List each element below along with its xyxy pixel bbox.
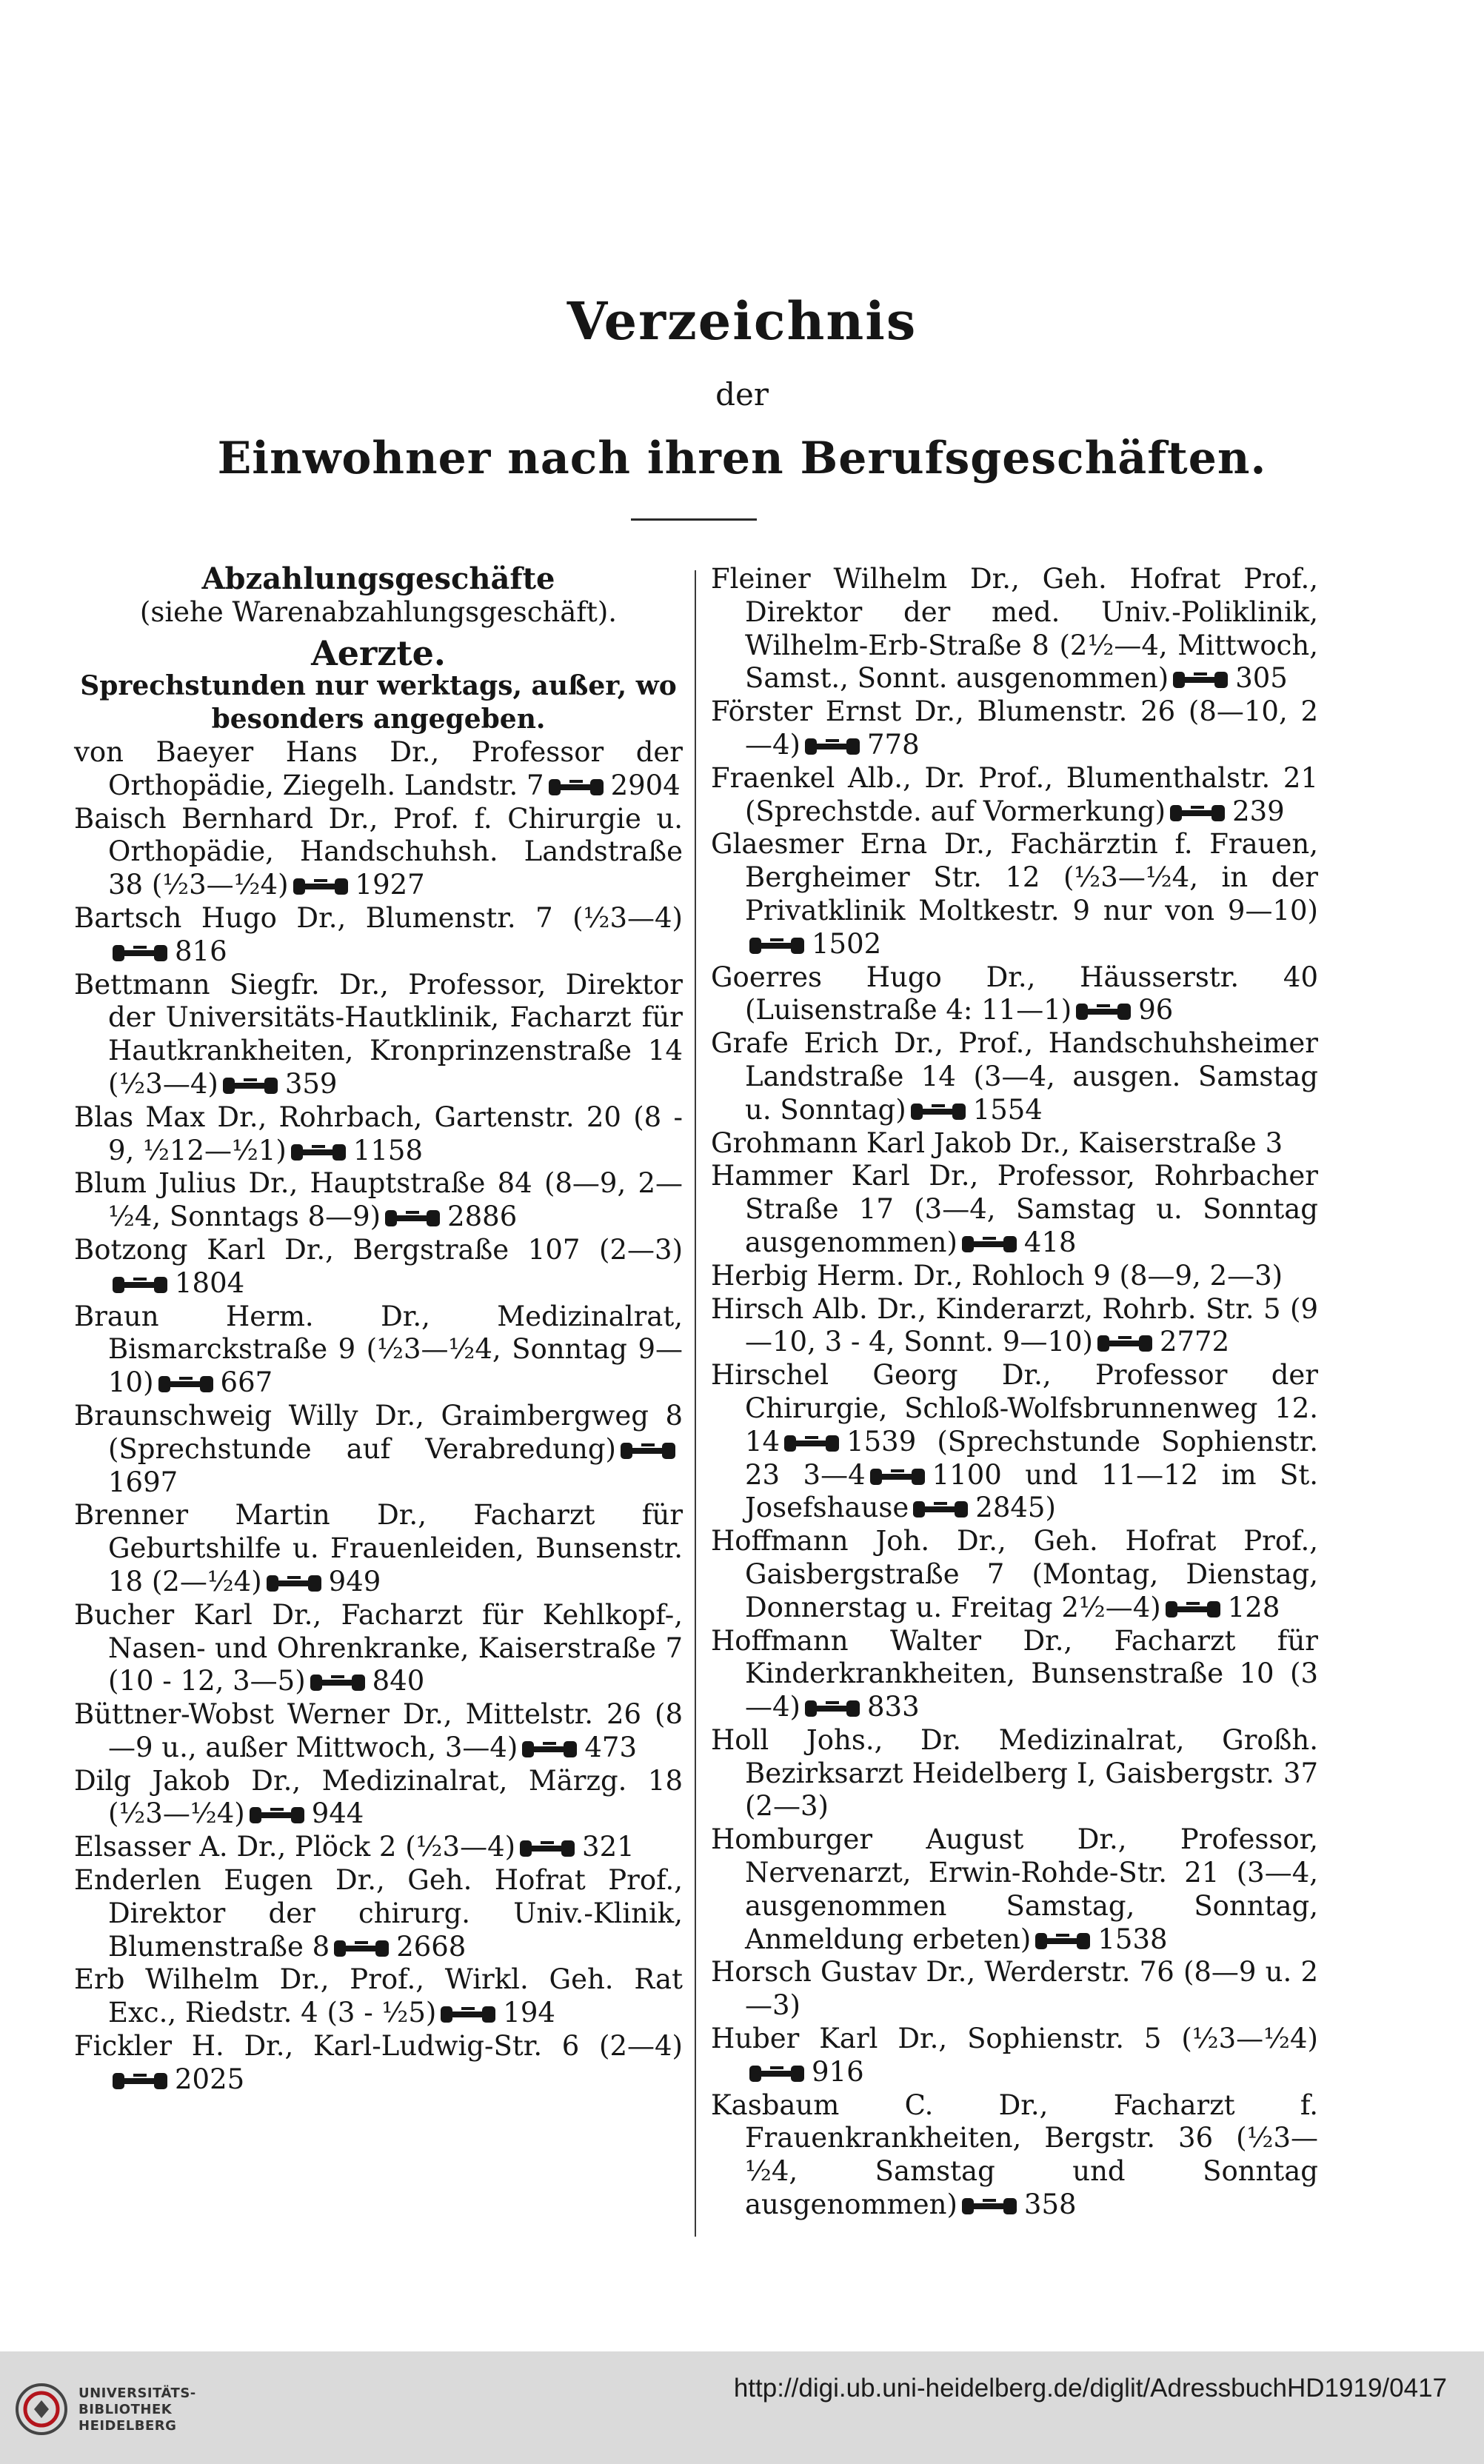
directory-entry xyxy=(74,1234,683,1301)
phone-number: 1100 xyxy=(932,1458,1002,1491)
directory-entry xyxy=(711,1127,1318,1161)
entry-text: Hirsch Alb. Dr., Kinderarzt, Rohrb. Str. 5 (9—10, 3 - 4, Sonnt. 9—10) xyxy=(711,1292,1318,1358)
entry-text: Enderlen Eugen Dr., Geh. Hofrat Prof., Direktor der chirurg. Univ.-Klinik, Blumenstraße 8 xyxy=(74,1864,683,1963)
directory-entry xyxy=(74,969,683,1101)
entry-text: Brenner Martin Dr., Facharzt für Geburtshilfe u. Frauenleiden, Bunsenstr. 18 (2—½4) xyxy=(74,1499,683,1597)
telephone-receiver-icon xyxy=(265,1574,323,1593)
phone-number: 1502 xyxy=(812,927,882,960)
directory-entry xyxy=(74,1698,683,1765)
entry-text: Baisch Bernhard Dr., Prof. f. Chirurgie u. Orthopädie, Handschuhsh. Landstraße 38 (½3—½4) xyxy=(74,802,683,901)
telephone-receiver-icon xyxy=(518,1839,576,1858)
phone-number: 1697 xyxy=(108,1466,178,1498)
phone-number: 916 xyxy=(812,2055,864,2088)
directory-entry xyxy=(74,1599,683,1698)
source-url[interactable]: http://digi.ub.uni-heidelberg.de/diglit/AdressbuchHD1919/0417 xyxy=(733,2374,1447,2403)
phone-number: 816 xyxy=(175,935,227,967)
phone-number: 667 xyxy=(220,1366,273,1399)
logo-line-2: BIBLIOTHEK xyxy=(78,2402,173,2417)
entry-text: Braun Herm. Dr., Medizinalrat, Bismarckstraße 9 (½3—½4, Sonntag 9—10) xyxy=(74,1300,683,1399)
directory-entry xyxy=(74,2030,683,2097)
telephone-receiver-icon xyxy=(384,1209,441,1228)
footer-bar xyxy=(0,2351,1484,2464)
entry-text: Herbig Herm. Dr., Rohloch 9 (8—9, 2—3) xyxy=(711,1259,1283,1292)
phone-number: 2904 xyxy=(610,769,681,801)
telephone-receiver-icon xyxy=(157,1375,215,1394)
library-logo[interactable] xyxy=(15,2381,230,2440)
directory-entry xyxy=(74,1301,683,1400)
directory-entry xyxy=(711,1260,1318,1293)
entry-text: Homburger August Dr., Professor, Nervenarzt, Erwin-Rohde-Str. 21 (3—4, ausgenommen Samstag, Sonntag, Anmeldung erbeten) xyxy=(711,1823,1318,1955)
phone-number: 1554 xyxy=(972,1093,1043,1126)
entry-text: Braunschweig Willy Dr., Graimbergweg 8 (Sprechstunde auf Verabredung) xyxy=(74,1399,683,1465)
telephone-receiver-icon xyxy=(332,1939,390,1958)
directory-entry xyxy=(711,1724,1318,1823)
entry-text: Glaesmer Erna Dr., Fachärztin f. Frauen, Bergheimer Str. 12 (½3—½4, in der Privatklinik Moltkestr. 9 nur von 9—10) xyxy=(711,828,1318,926)
telephone-receiver-icon xyxy=(111,2071,169,2091)
directory-entry xyxy=(74,736,683,803)
phone-number: 473 xyxy=(584,1731,637,1763)
phone-number: 305 xyxy=(1235,662,1288,695)
directory-entry xyxy=(711,2089,1318,2222)
phone-number: 2025 xyxy=(175,2063,245,2095)
directory-entry xyxy=(711,1625,1318,1724)
phone-number: 840 xyxy=(372,1665,425,1697)
entry-text: Huber Karl Dr., Sophienstr. 5 (½3—½4) xyxy=(711,2023,1318,2055)
entry-text: Bartsch Hugo Dr., Blumenstr. 7 (½3—4) xyxy=(74,901,683,934)
telephone-receiver-icon xyxy=(1034,1932,1092,1951)
page-title: Verzeichnis xyxy=(566,290,918,352)
directory-entry xyxy=(711,828,1318,961)
telephone-receiver-icon xyxy=(248,1806,306,1825)
phone-number: 2772 xyxy=(1159,1326,1230,1358)
phone-number: 321 xyxy=(582,1831,635,1863)
entry-text: Förster Ernst Dr., Blumenstr. 26 (8—10, 2—4) xyxy=(711,695,1318,761)
phone-number: 96 xyxy=(1138,994,1174,1026)
entry-text: Goerres Hugo Dr., Häusserstr. 40 (Luisenstraße 4: 11—1) xyxy=(711,961,1318,1026)
phone-number: 358 xyxy=(1023,2188,1077,2221)
section-note-abzahlung: (siehe Warenabzahlungsgeschäft). xyxy=(139,595,618,628)
section-heading-aerzte: Aerzte. xyxy=(311,632,446,673)
telephone-receiver-icon xyxy=(1164,1600,1222,1619)
entry-text: Kasbaum C. Dr., Facharzt f. Frauenkrankheiten, Bergstr. 36 (½3—½4, Samstag und Sonntag ausgenommen) xyxy=(711,2089,1318,2221)
telephone-receiver-icon xyxy=(292,877,350,896)
telephone-receiver-icon xyxy=(1074,1002,1132,1021)
phone-number: 2886 xyxy=(447,1201,518,1233)
entry-list-right xyxy=(711,563,1318,2222)
entry-text: Dilg Jakob Dr., Medizinalrat, Märzg. 18 (½3—½4) xyxy=(74,1764,683,1830)
phone-number: 778 xyxy=(866,728,920,761)
directory-entry xyxy=(711,1359,1318,1525)
telephone-receiver-icon xyxy=(1169,804,1226,823)
directory-entry xyxy=(74,1400,683,1499)
entry-text-continued: ) xyxy=(1045,1492,1056,1524)
right-column xyxy=(711,563,1318,2222)
telephone-receiver-icon xyxy=(111,944,169,963)
logo-line-3: HEIDELBERG xyxy=(78,2418,177,2434)
directory-entry xyxy=(74,1831,683,1864)
telephone-receiver-icon xyxy=(803,1699,861,1718)
directory-entry xyxy=(711,1160,1318,1259)
telephone-receiver-icon xyxy=(1172,670,1229,690)
directory-entry xyxy=(74,902,683,969)
page-subtitle: Einwohner nach ihren Berufsgeschäften. xyxy=(217,433,1267,484)
phone-number: 239 xyxy=(1232,795,1285,827)
phone-number: 194 xyxy=(503,1997,555,2029)
directory-entry xyxy=(74,1499,683,1598)
phone-number: 2845 xyxy=(975,1492,1046,1524)
entry-text: Botzong Karl Dr., Bergstraße 107 (2—3) xyxy=(74,1233,683,1266)
telephone-receiver-icon xyxy=(748,936,806,955)
entry-text: von Baeyer Hans Dr., Professor der Orthopädie, Ziegelh. Landstr. 7 xyxy=(74,735,683,801)
phone-number: 949 xyxy=(328,1565,381,1597)
telephone-receiver-icon xyxy=(619,1441,677,1460)
phone-number: 833 xyxy=(866,1691,920,1723)
logo-line-1: UNIVERSITÄTS- xyxy=(78,2385,196,2401)
telephone-receiver-icon xyxy=(439,2005,497,2024)
phone-number: 944 xyxy=(311,1797,364,1830)
directory-entry xyxy=(711,1293,1318,1360)
entry-text: Hirschel Georg Dr., Professor der Chirurgie, Schloß-Wolfsbrunnenweg 12. 14 xyxy=(711,1359,1318,1458)
library-logo-text xyxy=(78,2385,196,2434)
entry-text: Fraenkel Alb., Dr. Prof., Blumenthalstr. 21 (Sprechstde. auf Vormerkung) xyxy=(711,761,1318,827)
library-seal-icon xyxy=(15,2383,68,2436)
entry-text: Hoffmann Walter Dr., Facharzt für Kinderkrankheiten, Bunsenstraße 10 (3—4) xyxy=(711,1624,1318,1723)
directory-entry xyxy=(74,1101,683,1168)
column-divider xyxy=(695,570,696,2237)
directory-entry xyxy=(711,1823,1318,1956)
entry-text-continued: und 11—12 im St. Josefshause xyxy=(745,1458,1318,1524)
entry-text: Bucher Karl Dr., Facharzt für Kehlkopf-, Nasen- und Ohrenkranke, Kaiserstraße 7 (10 - 12, 3—5) xyxy=(74,1598,683,1697)
telephone-receiver-icon xyxy=(1096,1334,1154,1353)
entry-text: Fleiner Wilhelm Dr., Geh. Hofrat Prof., Direktor der med. Univ.-Poliklinik, Wilhelm-Erb-Straße 8 (2½—4, Mittwoch, Samst., Sonnt. ausgenommen) xyxy=(711,563,1318,695)
phone-number: 1538 xyxy=(1097,1923,1168,1955)
directory-entry xyxy=(711,1027,1318,1126)
entry-text: Blas Max Dr., Rohrbach, Gartenstr. 20 (8 - 9, ½12—½1) xyxy=(74,1101,683,1166)
entry-text: Blum Julius Dr., Hauptstraße 84 (8—9, 2—½4, Sonntags 8—9) xyxy=(74,1167,683,1233)
directory-entry xyxy=(711,1956,1318,2023)
phone-number: 359 xyxy=(284,1067,338,1100)
telephone-receiver-icon xyxy=(290,1143,347,1162)
directory-entry xyxy=(711,2023,1318,2089)
directory-entry xyxy=(74,803,683,902)
title-divider xyxy=(631,518,757,521)
telephone-receiver-icon xyxy=(960,1235,1018,1254)
entry-text: Büttner-Wobst Werner Dr., Mittelstr. 26 (8—9 u., außer Mittwoch, 3—4) xyxy=(74,1698,683,1763)
entry-text-continued: (Sprechstunde Sophienstr. 23 3—4 xyxy=(745,1425,1318,1491)
left-column xyxy=(74,563,683,2097)
entry-text: Grafe Erich Dr., Prof., Handschuhsheimer Landstraße 14 (3—4, ausgen. Samstag u. Sonntag) xyxy=(711,1027,1318,1126)
telephone-receiver-icon xyxy=(869,1467,926,1486)
section-subheading-hours: Sprechstunden nur werktags, außer, wo besonders angegeben. xyxy=(80,670,677,735)
entry-text: Hammer Karl Dr., Professor, Rohrbacher Straße 17 (3—4, Samstag u. Sonntag ausgenommen) xyxy=(711,1160,1318,1258)
directory-entry xyxy=(711,961,1318,1028)
telephone-receiver-icon xyxy=(912,1500,969,1519)
phone-number: 1539 xyxy=(846,1425,917,1458)
directory-entry xyxy=(711,762,1318,829)
entry-text: Grohmann Karl Jakob Dr., Kaiserstraße 3 xyxy=(711,1126,1283,1159)
telephone-receiver-icon xyxy=(783,1434,840,1453)
telephone-receiver-icon xyxy=(960,2197,1018,2216)
phone-number: 1804 xyxy=(175,1266,245,1299)
telephone-receiver-icon xyxy=(748,2064,806,2083)
telephone-receiver-icon xyxy=(221,1076,279,1095)
entry-text: Erb Wilhelm Dr., Prof., Wirkl. Geh. Rat Exc., Riedstr. 4 (3 - ½5) xyxy=(74,1963,683,2029)
entry-list-left xyxy=(74,736,683,2097)
telephone-receiver-icon xyxy=(521,1740,578,1759)
entry-text: Fickler H. Dr., Karl-Ludwig-Str. 6 (2—4) xyxy=(74,2030,683,2063)
phone-number: 418 xyxy=(1023,1226,1077,1258)
entry-text: Bettmann Siegfr. Dr., Professor, Direktor der Universitäts-Hautklinik, Facharzt für Hautkrankheiten, Kronprinzenstraße 14 (½3—4) xyxy=(74,968,683,1100)
telephone-receiver-icon xyxy=(547,778,605,797)
directory-entry xyxy=(711,563,1318,695)
entry-text: Elsasser A. Dr., Plöck 2 (½3—4) xyxy=(74,1831,516,1863)
directory-entry xyxy=(74,1864,683,1963)
telephone-receiver-icon xyxy=(909,1102,967,1121)
entry-text: Holl Johs., Dr. Medizinalrat, Großh. Bezirksarzt Heidelberg I, Gaisbergstr. 37 (2—3) xyxy=(711,1723,1318,1823)
directory-entry xyxy=(74,1765,683,1832)
directory-entry xyxy=(74,1167,683,1234)
telephone-receiver-icon xyxy=(111,1275,169,1295)
telephone-receiver-icon xyxy=(803,737,861,756)
phone-number: 1927 xyxy=(355,869,425,901)
telephone-receiver-icon xyxy=(309,1673,367,1692)
directory-entry xyxy=(711,695,1318,762)
directory-entry xyxy=(711,1525,1318,1624)
title-connector: der xyxy=(715,376,769,413)
entry-text: Horsch Gustav Dr., Werderstr. 76 (8—9 u. 2—3) xyxy=(711,1956,1318,2022)
entry-text: Hoffmann Joh. Dr., Geh. Hofrat Prof., Gaisbergstraße 7 (Montag, Dienstag, Donnerstag u. Freitag 2½—4) xyxy=(711,1525,1318,1623)
phone-number: 2668 xyxy=(396,1930,467,1963)
directory-entry xyxy=(74,1963,683,2030)
phone-number: 1158 xyxy=(352,1134,424,1166)
section-heading-abzahlung: Abzahlungsgeschäfte xyxy=(201,561,555,596)
phone-number: 128 xyxy=(1227,1591,1280,1623)
